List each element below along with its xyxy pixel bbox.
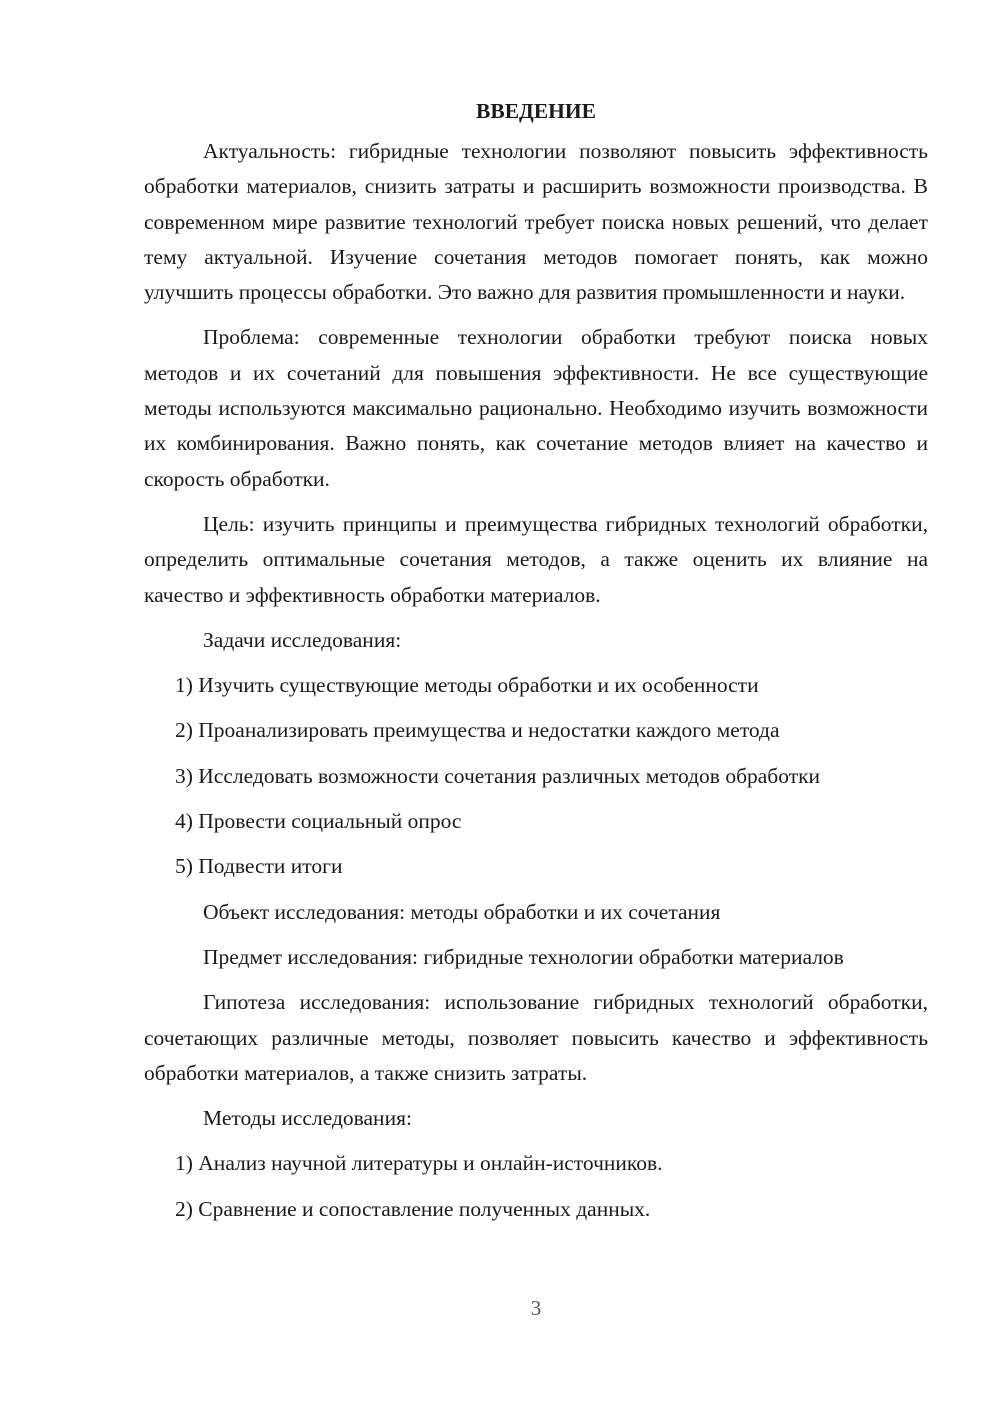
list-item: 2) Сравнение и сопоставление полученных данных. bbox=[175, 1196, 651, 1221]
list-item: 5) Подвести итоги bbox=[175, 854, 343, 879]
methods-heading: Методы исследования: bbox=[203, 1106, 412, 1131]
goal-paragraph: Цель: изучить принципы и преимущества гибридных технологий обработки, определить оптимальные сочетания методов, а также оценить их влияние на качество и эффективность обработки материалов. bbox=[144, 511, 928, 607]
page-title: ВВЕДЕНИЕ bbox=[476, 99, 596, 123]
list-item: 1) Анализ научной литературы и онлайн-источников. bbox=[175, 1151, 663, 1176]
list-item: 1) Изучить существующие методы обработки и их особенности bbox=[175, 673, 759, 698]
page-content bbox=[144, 94, 928, 1237]
list-item: 2) Проанализировать преимущества и недостатки каждого метода bbox=[175, 718, 780, 743]
subject-paragraph: Предмет исследования: гибридные технологии обработки материалов bbox=[203, 944, 844, 969]
relevance-paragraph: Актуальность: гибридные технологии позволяют повысить эффективность обработки материалов, снизить затраты и расширить возможности производства. В современном мире развитие технологий требует поиска новых решений, что делает тему актуальной. Изучение сочетания методов помогает понять, как можно улучшить процессы обработки. Это важно для развития промышленности и науки. bbox=[144, 139, 928, 305]
hypothesis-paragraph: Гипотеза исследования: использование гибридных технологий обработки, сочетающих различные методы, позволяет повысить качество и эффективность обработки материалов, а также снизить затраты. bbox=[144, 990, 928, 1085]
object-paragraph: Объект исследования: методы обработки и их сочетания bbox=[203, 899, 721, 924]
tasks-list bbox=[144, 668, 928, 884]
methods-list bbox=[144, 1146, 928, 1227]
page-number: 3 bbox=[530, 1296, 542, 1320]
list-item: 4) Провести социальный опрос bbox=[175, 809, 462, 834]
tasks-heading: Задачи исследования: bbox=[203, 627, 402, 652]
problem-paragraph: Проблема: современные технологии обработки требуют поиска новых методов и их сочетаний для повышения эффективности. Не все существующие методы используются максимально рационально. Необходимо изучить возможности их комбинирования. Важно понять, как сочетание методов влияет на качество и скорость обработки. bbox=[144, 325, 928, 491]
list-item: 3) Исследовать возможности сочетания различных методов обработки bbox=[175, 763, 821, 788]
